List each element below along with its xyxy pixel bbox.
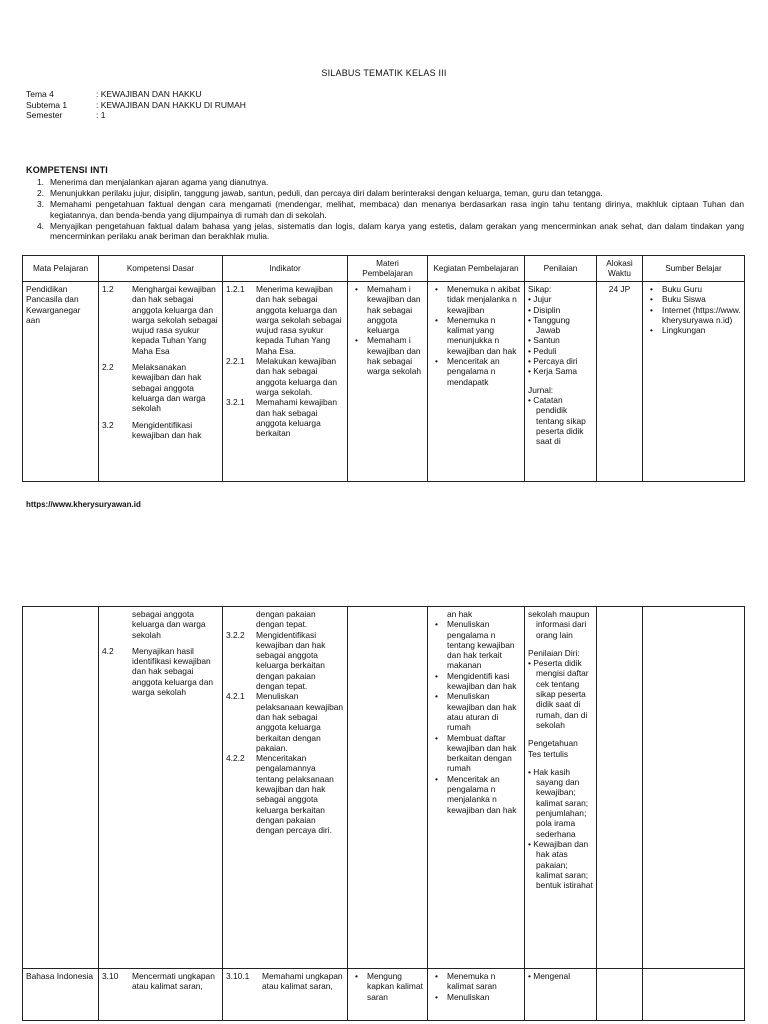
kd-item	[102, 646, 219, 697]
cell-kd	[99, 607, 223, 969]
topik-item: Hak kasih sayang dan kewajiban; kalimat saran; penjumlahan; pola irama sederhana	[533, 766, 589, 839]
sikap-item: Kerja Sama	[533, 366, 578, 377]
kompetensi-number: 3.	[37, 199, 44, 210]
kompetensi-item	[26, 199, 744, 219]
kd-code: 3.2	[102, 419, 114, 430]
indikator-item	[226, 691, 344, 753]
cell-sumber	[643, 282, 745, 482]
kompetensi-number: 2.	[37, 188, 44, 199]
cell-mapel	[23, 969, 99, 1021]
indikator-code: 4.2.2	[226, 753, 245, 764]
kd-code: 1.2	[102, 284, 114, 294]
list-item: • Menceritak an pengalama n menjalanka n kewajiban dan hak	[447, 774, 521, 815]
cell-kegiatan	[428, 607, 525, 969]
indikator-text: Menerima kewajiban dan hak sebagai anggota keluarga dan warga sekolah sebagai wujud rasa syukur kepada Tuhan Yang Maha Esa.	[256, 284, 342, 356]
indikator-item	[226, 971, 344, 992]
sumber-list	[646, 284, 741, 335]
list-item: • Kewajiban dan hak atas pakaian; kalimat saran; bentuk istirahat	[528, 838, 593, 891]
header-kompetensi-dasar: Kompetensi Dasar	[99, 256, 223, 282]
table-header-row	[23, 256, 745, 282]
cell-mapel	[23, 607, 99, 969]
kegiatan-list	[431, 284, 521, 387]
sikap-item: Peduli	[533, 345, 557, 356]
cell-indikator	[223, 607, 348, 969]
list-item: • Membuat daftar kewajiban dan hak berkaitan dengan rumah	[447, 733, 521, 774]
header-penilaian: Penilaian	[525, 256, 597, 282]
list-item: • Mengenal	[528, 971, 571, 981]
header-kegiatan: Kegiatan Pembelajaran	[428, 256, 525, 282]
list-item: • Memaham i kewajiban dan hak sebagai warga sekolah	[367, 335, 424, 376]
kd-text: sebagai anggota keluarga dan warga sekolah	[132, 609, 206, 640]
page-title: SILABUS TEMATIK KELAS III	[321, 68, 447, 78]
kd-text: Mencermati ungkapan atau kalimat saran,	[132, 971, 215, 992]
list-item: • Menuliskan kewajiban dan hak atau aturan di rumah	[447, 691, 521, 732]
meta-value: : KEWAJIBAN DAN HAKKU DI RUMAH	[96, 99, 246, 110]
syllabus-table-page2	[22, 606, 745, 1021]
kegiatan-list	[431, 971, 521, 1002]
materi-list	[351, 284, 424, 377]
list-item: • Internet (https://www. kherysuryawa n.id)	[662, 305, 741, 326]
list-item: • Kerja Sama	[528, 366, 578, 377]
footer-link[interactable]: https://www.kherysuryawan.id	[26, 500, 141, 509]
sikap-item: Disiplin	[533, 304, 561, 315]
cell-materi	[348, 969, 428, 1021]
kegiatan-list	[431, 619, 521, 815]
kompetensi-item	[26, 188, 744, 198]
indikator-item	[226, 753, 344, 835]
penilaian-label: Penilaian Diri:	[528, 647, 580, 658]
cell-kegiatan	[428, 282, 525, 482]
cell-indikator	[223, 969, 348, 1021]
meta-row-tema	[26, 89, 246, 100]
cell-kd	[99, 282, 223, 482]
penilaian-label: Jurnal:	[528, 384, 554, 395]
sikap-item: Jujur	[533, 294, 552, 305]
indikator-code: 3.2.1	[226, 397, 245, 408]
cell-mapel	[23, 282, 99, 482]
kompetensi-text: Memahami pengetahuan faktual dengan cara mengamati (mendengar, melihat, membaca) dan menanya berdasarkan rasa ingin tahu tentang dirinya, makhluk ciptaan Tuhan dan kegiatannya, dan benda-benda yang dijumpainya di rumah dan di sekolah.	[50, 199, 744, 220]
kd-item	[102, 971, 219, 992]
kd-text: Mengidentifikasi kewajiban dan hak	[132, 419, 202, 440]
indikator-text: Menceritakan pengalamannya tentang pelaksanaan kewajiban dan hak sebagai anggota keluarga berkaitan dengan pakaian dengan percaya diri.	[256, 753, 334, 836]
list-item: • Menemuka n kalimat saran	[447, 971, 521, 992]
mapel-text: Bahasa Indonesia	[26, 971, 94, 981]
list-item: • Lingkungan	[662, 325, 741, 335]
list-item: • Menemuka n kalimat yang menunjukka n kewajiban dan hak	[447, 315, 521, 356]
penilaian-diri-item: Peserta didik mengisi daftar cek tentang sikap peserta didik saat di rumah, dan di sekolah	[533, 658, 589, 730]
indikator-text: dengan pakaian dengan tepat.	[256, 609, 316, 630]
cell-alokasi	[597, 607, 643, 969]
indikator-item	[226, 630, 344, 692]
kompetensi-list	[26, 177, 744, 242]
header-indikator: Indikator	[223, 256, 348, 282]
indikator-code: 4.2.1	[226, 691, 245, 702]
list-item: • Disiplin	[528, 304, 561, 315]
indikator-text: Memahami ungkapan atau kalimat saran,	[262, 971, 343, 992]
kompetensi-text: Menerima dan menjalankan ajaran agama yang dianutnya.	[50, 177, 269, 187]
kompetensi-heading: KOMPETENSI INTI	[26, 165, 109, 175]
meta-key: Subtema 1	[26, 99, 68, 110]
list-item: • Peserta didik mengisi daftar cek tentang sikap peserta didik saat di rumah, dan di sekolah	[528, 658, 589, 730]
kompetensi-text: Menyajikan pengetahuan faktual dalam bahasa yang jelas, sistematis dan logis, dalam karya yang estetis, dalam gerakan yang mencerminkan anak sehat, dan dalam tindakan yang mencerminkan perilaku anak beriman dan berakhlak mulia.	[50, 220, 744, 242]
cell-penilaian	[525, 282, 597, 482]
meta-row-subtema	[26, 100, 246, 111]
cell-kd	[99, 969, 223, 1021]
penilaian-label: Sikap:	[528, 284, 552, 294]
mapel-text: Pendidikan Pancasila dan Kewarganegar aan	[26, 284, 81, 325]
kd-code: 4.2	[102, 645, 114, 656]
meta-value: : KEWAJIBAN DAN HAKKU	[96, 89, 202, 99]
indikator-item	[226, 397, 344, 438]
list-item: • Menceritak an pengalama n mendapatk	[447, 356, 521, 387]
sikap-item: Tanggung Jawab	[533, 314, 570, 336]
syllabus-table-page1	[22, 255, 745, 482]
list-item: • Santun	[528, 335, 560, 346]
indikator-text: Menuliskan pelaksanaan kewajiban dan hak sebagai anggota keluarga berkaitan dengan pakaian.	[256, 691, 344, 753]
kd-item	[102, 609, 219, 640]
list-item: • Memaham i kewajiban dan hak sebagai anggota keluarga	[367, 284, 424, 335]
indikator-code: 2.2.1	[226, 356, 245, 367]
meta-row-semester	[26, 110, 246, 121]
indikator-code: 3.2.2	[226, 629, 245, 640]
kegiatan-continued: an hak	[447, 609, 473, 619]
jurnal-item: Catatan pendidik tentang sikap peserta didik saat di	[533, 394, 586, 447]
list-item: • Tanggung Jawab	[528, 314, 570, 336]
cell-alokasi	[597, 969, 643, 1021]
kd-text: Melaksanakan kewajiban dan hak sebagai anggota keluarga dan warga sekolah	[132, 362, 206, 414]
meta-key: Tema 4	[26, 89, 54, 99]
indikator-text: Melakukan kewajiban dan hak sebagai anggota keluarga dan warga sekolah.	[256, 356, 338, 397]
list-item: • Jujur	[528, 294, 552, 305]
penilaian-continued: sekolah maupun informasi dari orang lain	[528, 609, 590, 640]
kd-item	[102, 284, 219, 356]
list-item: • Menuliskan	[447, 992, 521, 1002]
sikap-item: Percaya diri	[533, 356, 578, 367]
list-item: • Mengidentifi kasi kewajiban dan hak	[447, 671, 521, 692]
penilaian-label: Tes tertulis	[528, 748, 569, 759]
list-item: • Percaya diri	[528, 356, 578, 367]
kompetensi-number: 1.	[37, 177, 44, 187]
kd-item	[102, 362, 219, 413]
kd-code: 3.10	[102, 971, 119, 981]
kompetensi-text: Menunjukkan perilaku jujur, disiplin, tanggung jawab, santun, peduli, dan percaya diri dalam berinteraksi dengan keluarga, teman, guru dan tetangga.	[50, 188, 603, 199]
kd-code: 2.2	[102, 362, 114, 373]
table-row	[23, 282, 745, 482]
topik-item: Kewajiban dan hak atas pakaian; kalimat saran; bentuk istirahat	[533, 838, 593, 891]
cell-indikator	[223, 282, 348, 482]
cell-materi	[348, 282, 428, 482]
indikator-code: 1.2.1	[226, 284, 245, 294]
kompetensi-item	[26, 177, 744, 187]
cell-alokasi	[597, 282, 643, 482]
cell-penilaian	[525, 969, 597, 1021]
cell-sumber	[643, 969, 745, 1021]
list-item: • Buku Guru	[662, 284, 741, 294]
cell-sumber	[643, 607, 745, 969]
penilaian-label: Pengetahuan	[528, 738, 578, 749]
list-item: • Hak kasih sayang dan kewajiban; kalimat saran; penjumlahan; pola irama sederhana	[528, 766, 589, 839]
header-sumber-belajar: Sumber Belajar	[643, 256, 745, 282]
cell-materi	[348, 607, 428, 969]
indikator-text: Mengidentifikasi kewajiban dan hak sebagai anggota keluarga berkaitan dengan pakaian dengan tepat.	[256, 629, 326, 692]
meta-key: Semester	[26, 110, 63, 120]
indikator-item	[226, 609, 344, 630]
sikap-item: Santun	[533, 335, 560, 346]
kompetensi-item	[26, 221, 744, 241]
header-mata-pelajaran: Mata Pelajaran	[23, 256, 99, 282]
list-item: • Menuliskan pengalama n tentang kewajiban dan hak terkait makanan	[447, 619, 521, 670]
syllabus-meta	[26, 89, 246, 121]
kd-text: Menghargai kewajiban dan hak sebagai anggota keluarga dan warga sekolah sebagai wujud rasa syukur kepada Tuhan Yang Maha Esa	[132, 284, 218, 356]
kd-item	[102, 420, 219, 441]
indikator-item	[226, 356, 344, 397]
indikator-text: Memahami kewajiban dan hak sebagai anggota keluarga berkaitan	[256, 397, 337, 439]
kompetensi-number: 4.	[37, 220, 44, 231]
meta-value: : 1	[96, 110, 106, 120]
cell-kegiatan	[428, 969, 525, 1021]
list-item: • Catatan pendidik tentang sikap peserta didik saat di	[528, 394, 586, 447]
header-materi: Materi Pembelajaran	[348, 256, 428, 282]
cell-penilaian	[525, 607, 597, 969]
list-item: • Menemuka n akibat tidak menjalanka n kewajiban	[447, 284, 521, 315]
list-item: • Buku Siswa	[662, 294, 741, 304]
kd-text: Menyajikan hasil identifikasi kewajiban dan hak sebagai anggota keluarga dan warga sekolah	[132, 645, 214, 698]
materi-list	[351, 971, 424, 1002]
header-alokasi-waktu: Alokasi Waktu	[597, 256, 643, 282]
list-item: • Peduli	[528, 345, 557, 356]
alokasi-text: 24 JP	[608, 284, 631, 294]
table-row	[23, 607, 745, 969]
table-row	[23, 969, 745, 1021]
list-item: • Mengung kapkan kalimat saran	[367, 971, 424, 1002]
indikator-item	[226, 284, 344, 356]
penilaian-item: Mengenal	[533, 971, 571, 981]
indikator-code: 3.10.1	[226, 971, 250, 981]
